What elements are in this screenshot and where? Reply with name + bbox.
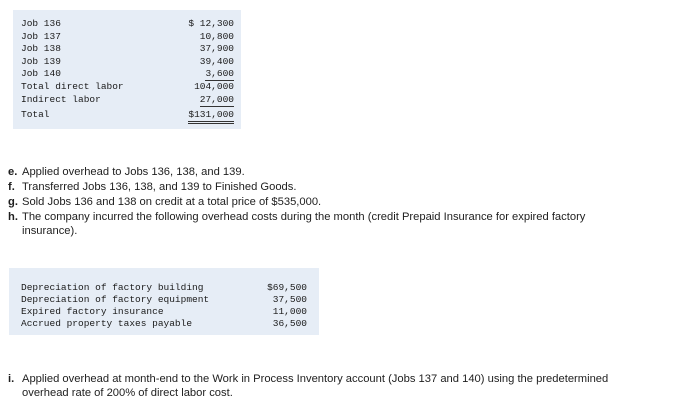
row-label: Job 139 bbox=[21, 55, 61, 67]
table-row bbox=[9, 306, 319, 318]
table-row bbox=[9, 282, 319, 294]
item-text-continued: insurance). bbox=[22, 225, 78, 237]
item-text: Applied overhead at month-end to the Work in Process Inventory account (Jobs 137 and 140) using the predetermined bbox=[22, 373, 609, 385]
item-text-continued: overhead rate of 200% of direct labor cost. bbox=[22, 387, 233, 399]
row-amount: 36,500 bbox=[272, 318, 307, 329]
row-amount: 27,000 bbox=[199, 93, 234, 105]
item-h bbox=[8, 210, 692, 238]
labor-cost-table bbox=[13, 10, 241, 129]
row-amount: $ 12,300 bbox=[188, 18, 234, 29]
item-g bbox=[8, 195, 692, 209]
table-row bbox=[13, 68, 241, 80]
item-i bbox=[8, 372, 692, 400]
table-row bbox=[9, 294, 319, 306]
item-f bbox=[8, 180, 692, 194]
item-e bbox=[8, 165, 692, 179]
item-letter: f. bbox=[8, 181, 15, 193]
row-amount: 11,000 bbox=[272, 306, 307, 317]
item-letter: h. bbox=[8, 211, 18, 223]
item-text: Applied overhead to Jobs 136, 138, and 139. bbox=[22, 166, 245, 178]
row-label: Job 136 bbox=[21, 18, 61, 29]
item-text: Transferred Jobs 136, 138, and 139 to Finished Goods. bbox=[22, 181, 297, 193]
table-row bbox=[13, 18, 241, 30]
row-label: Job 138 bbox=[21, 43, 61, 54]
row-amount: 3,600 bbox=[205, 68, 234, 79]
table-row bbox=[13, 43, 241, 55]
row-label: Job 140 bbox=[21, 68, 61, 79]
row-amount: 10,800 bbox=[199, 30, 234, 42]
table-row bbox=[13, 31, 241, 43]
row-label: Job 137 bbox=[21, 30, 61, 42]
item-text: Sold Jobs 136 and 138 on credit at a total price of $535,000. bbox=[22, 196, 322, 208]
row-amount: 37,900 bbox=[199, 43, 234, 54]
row-label: Depreciation of factory building bbox=[21, 282, 204, 293]
table-row bbox=[13, 94, 241, 106]
row-amount: $131,000 bbox=[188, 109, 234, 124]
row-label: Accrued property taxes payable bbox=[21, 318, 193, 329]
overhead-cost-table bbox=[9, 268, 319, 335]
item-letter: i. bbox=[8, 373, 15, 385]
table-row bbox=[13, 81, 241, 93]
row-label: Indirect labor bbox=[21, 93, 101, 105]
row-amount: 39,400 bbox=[199, 55, 234, 67]
item-letter: g. bbox=[8, 196, 18, 208]
row-amount: 37,500 bbox=[272, 294, 307, 305]
item-text: The company incurred the following overhead costs during the month (credit Prepaid Insurance for expired factory bbox=[22, 211, 586, 223]
table-row bbox=[13, 109, 241, 121]
row-label: Total bbox=[21, 109, 50, 120]
row-label: Depreciation of factory equipment bbox=[21, 294, 210, 305]
row-label: Total direct labor bbox=[21, 81, 124, 92]
table-row bbox=[13, 56, 241, 68]
table-row bbox=[9, 318, 319, 330]
row-amount: 104,000 bbox=[194, 81, 234, 92]
row-amount: $69,500 bbox=[267, 282, 307, 293]
item-letter: e. bbox=[8, 166, 18, 178]
row-label: Expired factory insurance bbox=[21, 306, 164, 317]
